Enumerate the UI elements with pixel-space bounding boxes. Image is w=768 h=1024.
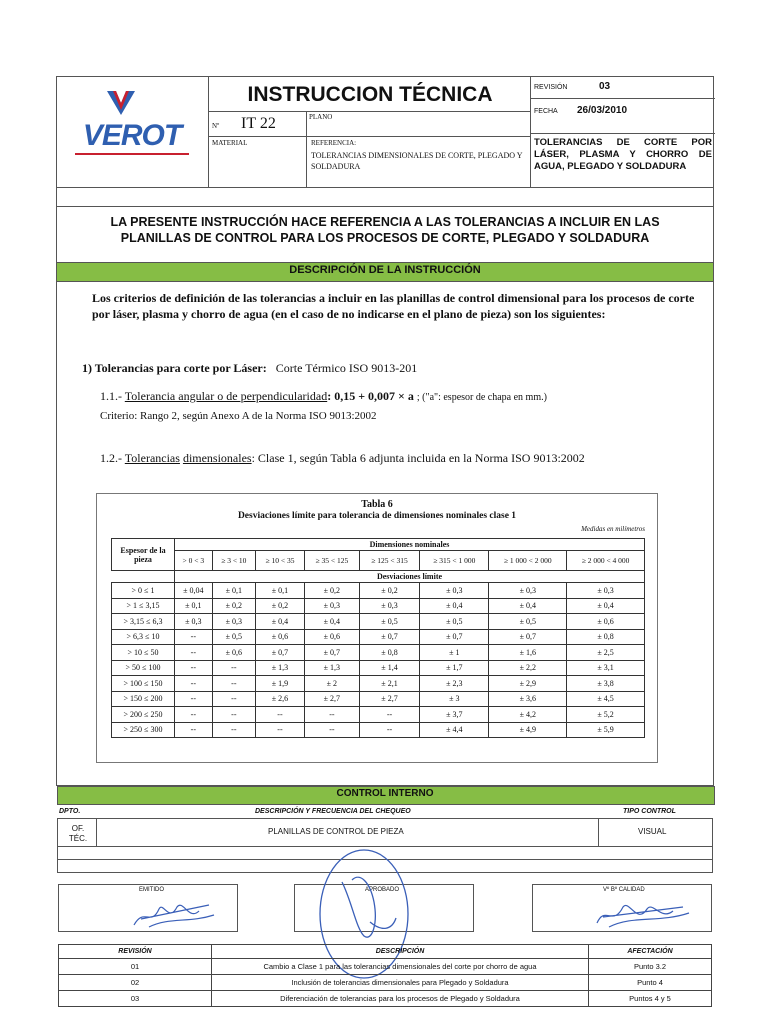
logo-cell <box>57 77 209 187</box>
row-label: > 10 ≤ 50 <box>112 645 175 661</box>
control-header-row <box>57 806 713 818</box>
table-cell: -- <box>359 722 420 738</box>
table-cell: ± 0,6 <box>304 629 359 645</box>
rev-col-afect: AFECTACIÓN <box>589 945 712 959</box>
referencia-box <box>307 136 529 187</box>
revision-row <box>59 959 712 975</box>
column-header: ≥ 10 < 35 <box>255 551 304 571</box>
header-spacer <box>56 187 714 207</box>
intro-heading: LA PRESENTE INSTRUCCIÓN HACE REFERENCIA A LAS TOLERANCIAS A INCLUIR EN LAS PLANILLAS DE CONTROL PARA LOS PROCESOS DE CORTE, PLEGADO Y SOLDADURA <box>110 215 660 245</box>
table-cell: ± 0,1 <box>175 598 213 614</box>
table-cell: -- <box>359 707 420 723</box>
table-row <box>112 629 645 645</box>
row-header: Espesor de la pieza <box>112 539 175 571</box>
control-col-tipo: TIPO CONTROL <box>623 808 676 815</box>
table-cell: ± 2,5 <box>567 645 645 661</box>
table-cell: ± 0,2 <box>212 598 255 614</box>
emitido-box <box>58 884 238 932</box>
revision-desc: Cambio a Clase 1 para las tolerancias dimensionales del corte por chorro de agua <box>212 959 589 975</box>
row-label: > 3,15 ≤ 6,3 <box>112 614 175 630</box>
table-cell: ± 4,9 <box>489 722 567 738</box>
table-cell: ± 0,4 <box>489 598 567 614</box>
table-cell: -- <box>255 707 304 723</box>
table-cell: -- <box>175 691 213 707</box>
table-row <box>112 645 645 661</box>
table-cell: ± 0,3 <box>420 583 489 599</box>
table-cell: ± 0,5 <box>420 614 489 630</box>
table-cell: ± 1,6 <box>489 645 567 661</box>
table-cell: ± 1,7 <box>420 660 489 676</box>
column-header: > 0 < 3 <box>175 551 213 571</box>
control-row-tipo: VISUAL <box>638 827 667 836</box>
table-cell: -- <box>212 660 255 676</box>
item1-line <box>82 361 417 376</box>
revision-afect: Punto 3.2 <box>589 959 712 975</box>
revision-label: REVISIÓN <box>534 84 568 91</box>
table-cell: -- <box>175 629 213 645</box>
table-cell: ± 2,3 <box>420 676 489 692</box>
table-cell: ± 2 <box>304 676 359 692</box>
control-row-desc: PLANILLAS DE CONTROL DE PIEZA <box>268 827 404 836</box>
row-label: > 6,3 ≤ 10 <box>112 629 175 645</box>
rev-col-desc: DESCRIPCIÓN <box>212 945 589 959</box>
deviation-header: Desviaciones límite <box>175 571 645 583</box>
referencia-label: REFERENCIA: <box>311 139 357 147</box>
table-cell: ± 3,8 <box>567 676 645 692</box>
table-cell: ± 0,4 <box>567 598 645 614</box>
numero-box <box>209 111 307 137</box>
table-row <box>112 691 645 707</box>
table-cell: -- <box>212 722 255 738</box>
table-cell: ± 0,7 <box>489 629 567 645</box>
material-label: MATERIAL <box>212 139 248 147</box>
revision-row <box>59 991 712 1007</box>
table-cell: ± 1,3 <box>304 660 359 676</box>
revision-box <box>530 77 715 99</box>
calidad-label: Vº Bº CALIDAD <box>603 887 645 893</box>
item12-text: : Clase 1, según Tabla 6 adjunta incluida en la Norma ISO 9013:2002 <box>251 451 585 465</box>
table-cell: -- <box>175 676 213 692</box>
table-cell: ± 2,7 <box>304 691 359 707</box>
item1-title: 1) Tolerancias para corte por Láser: <box>82 361 267 375</box>
table-cell: ± 0,6 <box>567 614 645 630</box>
fecha-label: FECHA <box>534 108 558 115</box>
emitido-label: EMITIDO <box>139 887 164 893</box>
fecha-value: 26/03/2010 <box>577 105 628 116</box>
table-cell: -- <box>175 707 213 723</box>
table-cell: -- <box>212 676 255 692</box>
revision-row <box>59 975 712 991</box>
control-title: CONTROL INTERNO <box>336 788 434 799</box>
table-cell: ± 4,4 <box>420 722 489 738</box>
item11-prefix: 1.1.- <box>100 389 122 403</box>
column-header: ≥ 2 000 < 4 000 <box>567 551 645 571</box>
revision-afect: Punto 4 <box>589 975 712 991</box>
fecha-box <box>530 98 715 134</box>
table-cell: ± 3,1 <box>567 660 645 676</box>
table-cell: ± 2,1 <box>359 676 420 692</box>
table-row <box>112 598 645 614</box>
table-cell: ± 0,7 <box>420 629 489 645</box>
table-cell: -- <box>212 707 255 723</box>
table-cell: ± 0,7 <box>255 645 304 661</box>
group-header: Dimensiones nominales <box>175 539 645 551</box>
revision-rev: 01 <box>59 959 212 975</box>
item11-formula: : 0,15 + 0,007 × a <box>327 389 414 403</box>
table-cell: ± 0,3 <box>175 614 213 630</box>
column-header: ≥ 3 < 10 <box>212 551 255 571</box>
table6-subtitle: Desviaciones límite para tolerancia de dimensiones nominales clase 1 <box>237 511 517 521</box>
table-row <box>112 707 645 723</box>
table-cell: ± 0,04 <box>175 583 213 599</box>
table-cell: -- <box>175 722 213 738</box>
table-row <box>112 614 645 630</box>
table-cell: ± 0,2 <box>304 583 359 599</box>
company-logo-text: VEROT <box>82 119 182 152</box>
table-cell: ± 0,3 <box>567 583 645 599</box>
revision-desc: Diferenciación de tolerancias para los procesos de Plegado y Soldadura <box>212 991 589 1007</box>
column-header: ≥ 125 < 315 <box>359 551 420 571</box>
verot-logo-mark <box>107 91 135 115</box>
table-cell: ± 0,8 <box>359 645 420 661</box>
table-cell: ± 0,6 <box>212 645 255 661</box>
row-label: > 100 ≤ 150 <box>112 676 175 692</box>
table-cell: ± 3,7 <box>420 707 489 723</box>
table-cell: ± 4,5 <box>567 691 645 707</box>
subject-box <box>530 133 715 187</box>
table-row <box>112 676 645 692</box>
table6-title: Tabla 6 <box>361 499 393 510</box>
header-block <box>56 76 714 188</box>
table-cell: ± 0,6 <box>255 629 304 645</box>
item12-label-b: dimensionales <box>182 451 252 465</box>
column-header: ≥ 1 000 < 2 000 <box>489 551 567 571</box>
table-row <box>112 660 645 676</box>
item1-norm: Corte Térmico ISO 9013-201 <box>275 361 418 375</box>
table-cell: ± 0,1 <box>212 583 255 599</box>
table-cell: ± 1,9 <box>255 676 304 692</box>
table-cell: -- <box>304 722 359 738</box>
emitido-signature <box>129 897 219 931</box>
row-label: > 250 ≤ 300 <box>112 722 175 738</box>
item12-label-a: Tolerancias <box>124 451 180 465</box>
revision-afect: Puntos 4 y 5 <box>589 991 712 1007</box>
table-cell: ± 3,6 <box>489 691 567 707</box>
document-title: INSTRUCCION TÉCNICA <box>209 79 531 112</box>
calidad-signature <box>593 897 693 931</box>
revision-rev: 03 <box>59 991 212 1007</box>
column-header: ≥ 35 < 125 <box>304 551 359 571</box>
table-cell: -- <box>175 645 213 661</box>
table-cell: ± 4,2 <box>489 707 567 723</box>
item11-line <box>100 389 547 404</box>
rev-col-rev: REVISIÓN <box>59 945 212 959</box>
row-label: > 200 ≤ 250 <box>112 707 175 723</box>
table-cell: ± 0,4 <box>420 598 489 614</box>
table-cell: ± 0,3 <box>359 598 420 614</box>
revision-desc: Inclusión de tolerancias dimensionales para Plegado y Soldadura <box>212 975 589 991</box>
material-box <box>209 136 307 187</box>
aprobado-label: APROBADO <box>365 887 400 893</box>
subject-text: TOLERANCIAS DE CORTE POR LÁSER, PLASMA Y CHORRO DE AGUA, PLEGADO Y SOLDADURA <box>534 137 712 172</box>
table-cell: ± 1 <box>420 645 489 661</box>
table-cell: ± 0,7 <box>304 645 359 661</box>
body-paragraph: Los criterios de definición de las tolerancias a incluir en las planillas de control dimensional para los procesos de corte por láser, plasma y chorro de agua (en el caso de no indicarse en el plano de pieza) son los siguientes: <box>92 291 695 321</box>
table-cell: ± 2,2 <box>489 660 567 676</box>
table-cell: ± 1,3 <box>255 660 304 676</box>
table-cell: -- <box>255 722 304 738</box>
item11-note: ; ("a": espesor de chapa en mm.) <box>416 392 547 403</box>
revision-value: 03 <box>599 81 611 92</box>
plano-box <box>306 111 531 137</box>
table-row <box>112 722 645 738</box>
item12-paragraph <box>100 450 660 466</box>
item12-prefix: 1.2.- <box>100 451 122 465</box>
numero-label: Nº <box>212 122 220 130</box>
table-cell: ± 0,5 <box>359 614 420 630</box>
section-title: DESCRIPCIÓN DE LA INSTRUCCIÓN <box>289 264 481 276</box>
control-col-dpto: DPTO. <box>59 808 81 815</box>
table-cell: ± 0,7 <box>359 629 420 645</box>
row-label: > 1 ≤ 3,15 <box>112 598 175 614</box>
table-cell: ± 5,9 <box>567 722 645 738</box>
table-cell: ± 1,4 <box>359 660 420 676</box>
control-row-dpto: OF. TÉC. <box>68 824 88 843</box>
row-label: > 150 ≤ 200 <box>112 691 175 707</box>
table-cell: ± 0,4 <box>304 614 359 630</box>
numero-value: IT 22 <box>241 115 276 132</box>
revision-rev: 02 <box>59 975 212 991</box>
table-cell: ± 2,7 <box>359 691 420 707</box>
calidad-box <box>532 884 712 932</box>
table-cell: ± 5,2 <box>567 707 645 723</box>
column-header: ≥ 315 < 1 000 <box>420 551 489 571</box>
table-cell: ± 2,9 <box>489 676 567 692</box>
item11-criterio: Criterio: Rango 2, según Anexo A de la Norma ISO 9013:2002 <box>100 410 377 422</box>
table-cell: -- <box>175 660 213 676</box>
revisions-table <box>58 944 712 1007</box>
logo-underline <box>75 153 189 155</box>
plano-label: PLANO <box>309 113 333 121</box>
table-cell: ± 0,1 <box>255 583 304 599</box>
table-cell: ± 2,6 <box>255 691 304 707</box>
table-cell: ± 0,8 <box>567 629 645 645</box>
table-cell: -- <box>212 691 255 707</box>
row-label: > 0 ≤ 1 <box>112 583 175 599</box>
table6-units: Medidas en milímetros <box>581 525 645 533</box>
referencia-value: TOLERANCIAS DIMENSIONALES DE CORTE, PLEGADO Y SOLDADURA <box>311 151 523 171</box>
table-cell: ± 0,3 <box>489 583 567 599</box>
table-cell: ± 0,4 <box>255 614 304 630</box>
table-cell: ± 3 <box>420 691 489 707</box>
item11-label: Tolerancia angular o de perpendicularidad <box>124 389 328 403</box>
table-cell: ± 0,3 <box>304 598 359 614</box>
tolerance-table <box>111 538 645 738</box>
table-row <box>112 583 645 599</box>
table-cell: ± 0,5 <box>212 629 255 645</box>
table-cell: -- <box>304 707 359 723</box>
table6-frame <box>96 493 658 763</box>
table-cell: ± 0,3 <box>212 614 255 630</box>
control-col-desc: DESCRIPCIÓN Y FRECUENCIA DEL CHEQUEO <box>255 808 411 815</box>
table-cell: ± 0,2 <box>255 598 304 614</box>
row-label: > 50 ≤ 100 <box>112 660 175 676</box>
table-cell: ± 0,2 <box>359 583 420 599</box>
table-cell: ± 0,5 <box>489 614 567 630</box>
